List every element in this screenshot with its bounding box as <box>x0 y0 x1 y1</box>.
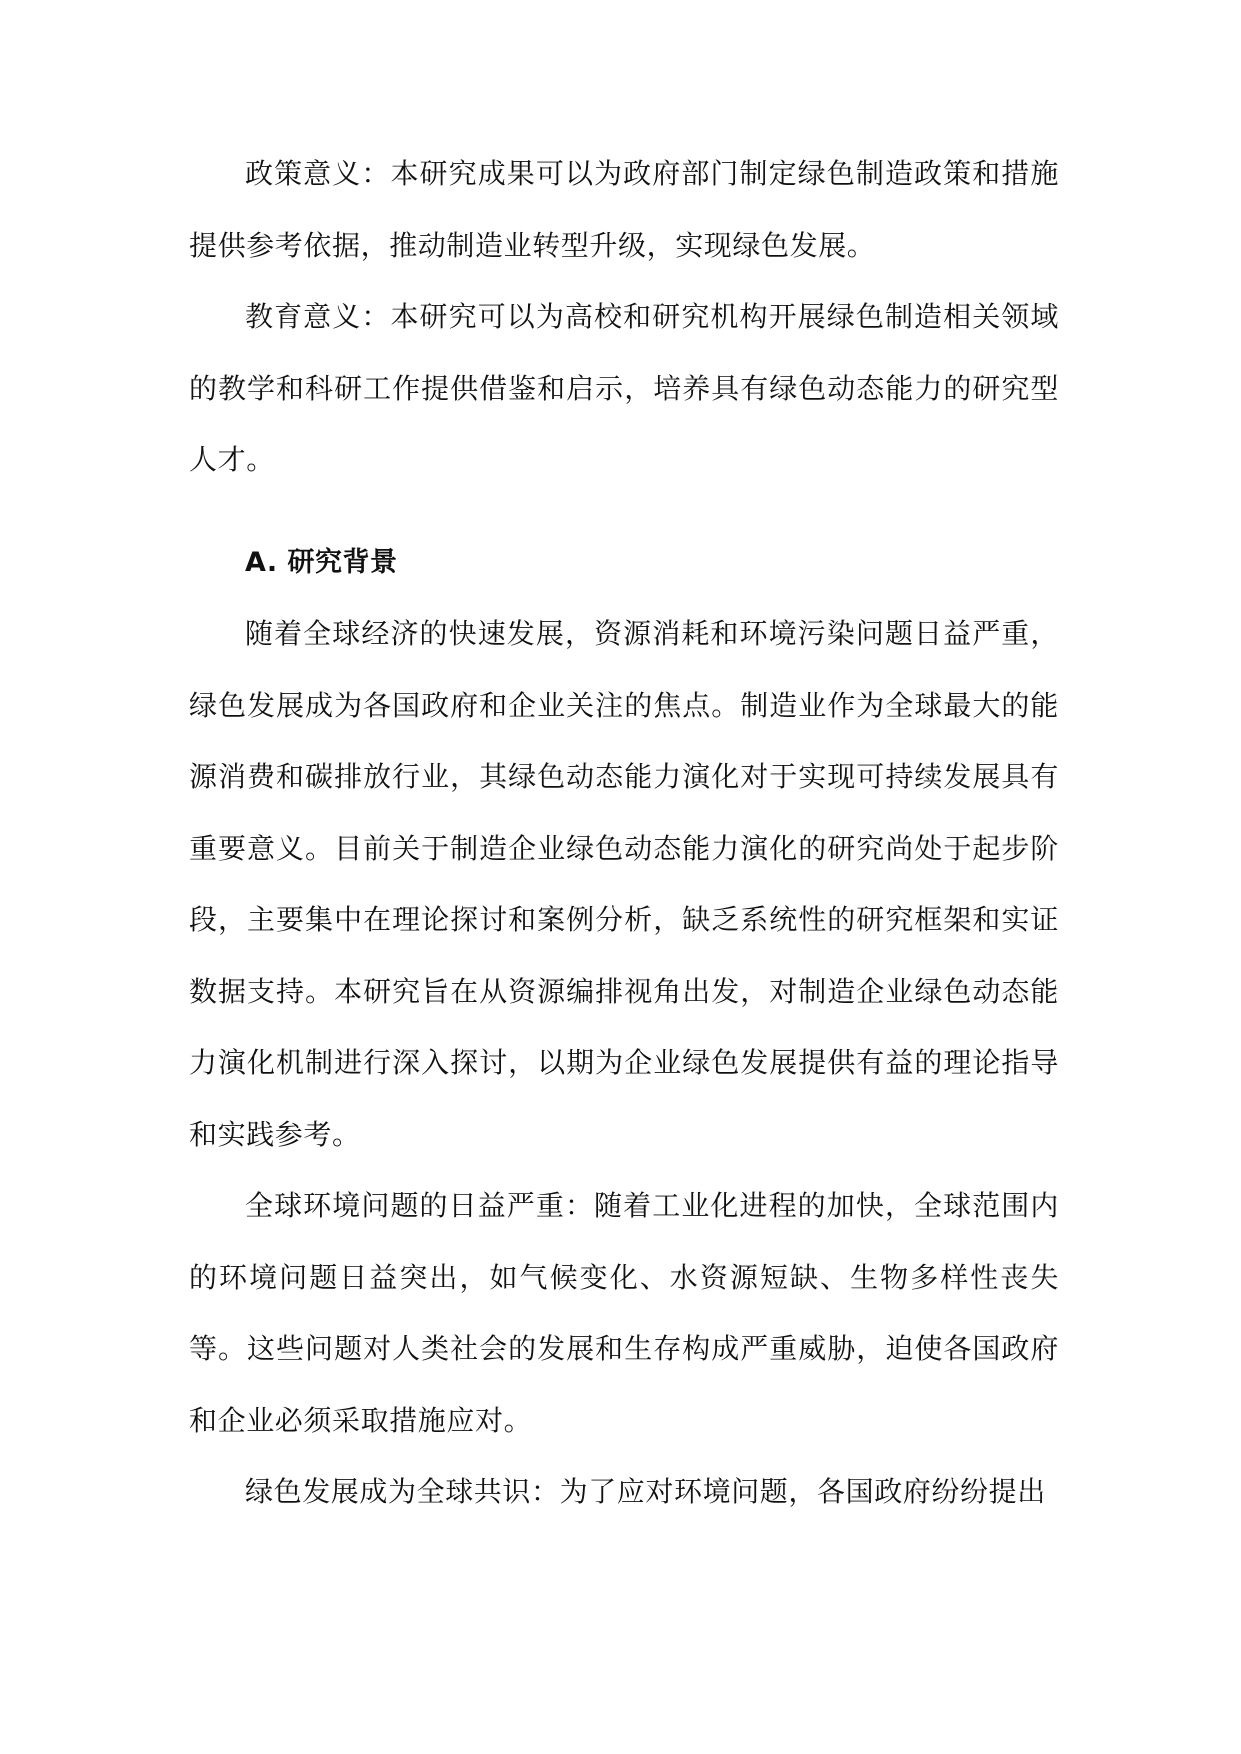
paragraph-global-environment: 全球环境问题的日益严重：随着工业化进程的加快，全球范围内的环境问题日益突出，如气候变化、水资源短缺、生物多样性丧失等。这些问题对人类社会的发展和生存构成严重威胁，迫使各国政府和企业必须采取措施应对。 <box>189 1189 1059 1437</box>
paragraph-education-significance: 教育意义：本研究可以为高校和研究机构开展绿色制造相关领域的教学和科研工作提供借鉴和启示，培养具有绿色动态能力的研究型人才。 <box>189 300 1059 476</box>
section-heading-research-background: A. 研究背景 <box>245 546 398 578</box>
paragraph-green-consensus: 绿色发展成为全球共识：为了应对环境问题，各国政府纷纷提出 <box>245 1475 1046 1508</box>
paragraph-policy-significance: 政策意义：本研究成果可以为政府部门制定绿色制造政策和措施提供参考依据，推动制造业转型升级，实现绿色发展。 <box>189 157 1059 262</box>
paragraph-research-background: 随着全球经济的快速发展，资源消耗和环境污染问题日益严重，绿色发展成为各国政府和企业关注的焦点。制造业作为全球最大的能源消费和碳排放行业，其绿色动态能力演化对于实现可持续发展具有重要意义。目前关于制造企业绿色动态能力演化的研究尚处于起步阶段，主要集中在理论探讨和案例分析，缺乏系统性的研究框架和实证数据支持。本研究旨在从资源编排视角出发，对制造企业绿色动态能力演化机制进行深入探讨，以期为企业绿色发展提供有益的理论指导和实践参考。 <box>189 617 1059 1151</box>
document-body <box>189 138 1059 1528</box>
